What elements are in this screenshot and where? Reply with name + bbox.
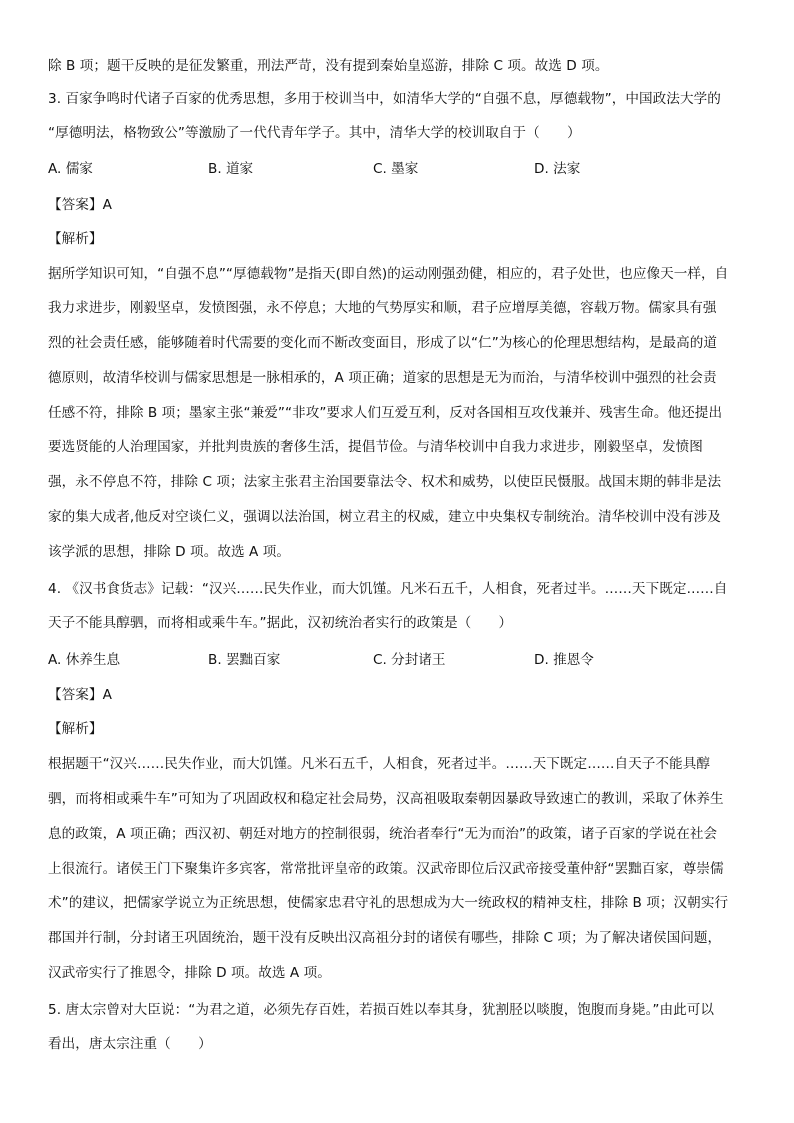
question-4-stem-line: 4. 《汉书食货志》记载：“汉兴……民失作业，而大饥馑。凡米石五千，人相食，死者过半。……天下既定……自 [48,581,728,597]
question-3-option-a: A. 儒家 [48,161,93,177]
text-line: 除 B 项；题干反映的是征发繁重，刑法严苛，没有提到秦始皇巡游，排除 C 项。故选 D 项。 [48,58,609,74]
question-3-option-b: B. 道家 [208,161,254,177]
question-3-answer: 【答案】A [48,197,112,213]
question-4-analysis-line: 汉武帝实行了推恩令，排除 D 项。故选 A 项。 [48,965,331,981]
question-3-analysis-line: 家的集大成者,他反对空谈仁义，强调以法治国，树立君主的权威，建立中央集权专制统治。清华校训中没有涉及 [48,509,721,525]
question-4-option-a: A. 休养生息 [48,652,121,668]
question-3-analysis-line: 烈的社会责任感，能够随着时代需要的变化而不断改变面目，形成了以“仁”为核心的伦理思想结构，是最高的道 [48,335,718,351]
question-4-option-b: B. 罢黜百家 [208,652,281,668]
question-3-analysis-line: 要选贤能的人治理国家，并批判贵族的奢侈生活，提倡节俭。与清华校训中自我力求进步，刚毅坚卓，发愤图 [48,439,703,455]
question-4-option-c: C. 分封诸王 [373,652,446,668]
question-4-analysis-line: 息的政策，A 项正确；西汉初、朝廷对地方的控制很弱，统治者奉行“无为而治”的政策，诸子百家的学说在社会 [48,826,718,842]
question-4-analysis-line: 根据题干“汉兴……民失作业，而大饥馑。凡米石五千，人相食，死者过半。……天下既定……自天子不能具醇 [48,756,710,772]
question-3-option-c: C. 墨家 [373,161,419,177]
question-3-analysis-line: 任感不符，排除 B 项；墨家主张“兼爱”“非攻”要求人们互爱互利，反对各国相互攻伐兼并、残害生命。他还提出 [48,405,723,421]
question-4-stem-line: 天子不能具醇驷，而将相或乘牛车。”据此，汉初统治者实行的政策是（ ） [48,615,513,631]
question-4-analysis-label: 【解析】 [48,721,103,737]
question-4-answer: 【答案】A [48,687,112,703]
question-3-analysis-line: 该学派的思想，排除 D 项。故选 A 项。 [48,544,291,560]
question-4-analysis-line: 郡国并行制，分封诸王巩固统治，题干没有反映出汉高祖分封的诸侯有哪些，排除 C 项；为了解决诸侯国问题， [48,930,722,946]
question-5-stem-line: 5. 唐太宗曾对大臣说：“为君之道，必须先存百姓，若损百姓以奉其身，犹割胫以啖腹，饱腹而身毙。”由此可以 [48,1002,715,1018]
question-3-analysis-line: 据所学知识可知，“自强不息”“厚德载物”是指天(即自然)的运动刚强劲健，相应的，君子处世，也应像天一样，自 [48,266,729,282]
question-3-analysis-line: 我力求进步，刚毅坚卓，发愤图强，永不停息；大地的气势厚实和顺，君子应增厚美德，容载万物。儒家具有强 [48,300,717,316]
question-4-analysis-line: 驷，而将相或乘牛车”可知为了巩固政权和稳定社会局势，汉高祖吸取秦朝因暴政导致速亡的教训，采取了休养生 [48,791,724,807]
question-4-analysis-line: 术”的建议，把儒家学说立为正统思想，使儒家忠君守礼的思想成为大一统政权的精神支柱，排除 B 项；汉朝实行 [48,895,729,911]
question-3-analysis-label: 【解析】 [48,231,103,247]
question-3-stem-line: 3. 百家争鸣时代诸子百家的优秀思想，多用于校训当中，如清华大学的“自强不息，厚德载物”，中国政法大学的 [48,91,721,107]
question-3-stem-line: “厚德明法，格物致公”等激励了一代代青年学子。其中，清华大学的校训取自于（ ） [48,125,581,141]
question-4-option-d: D. 推恩令 [534,652,594,668]
question-4-analysis-line: 上很流行。诸侯王门下聚集许多宾客，常常批评皇帝的政策。汉武帝即位后汉武帝接受董仲舒“罢黜百家，尊崇儒 [48,861,724,877]
question-5-stem-line: 看出，唐太宗注重（ ） [48,1036,212,1052]
question-3-analysis-line: 德原则，故清华校训与儒家思想是一脉相承的，A 项正确；道家的思想是无为而治，与清华校训中强烈的社会责 [48,370,717,386]
question-3-analysis-line: 强，永不停息不符，排除 C 项；法家主张君主治国要靠法令、权术和威势，以使臣民慑服。战国末期的韩非是法 [48,474,722,490]
question-3-option-d: D. 法家 [534,161,581,177]
